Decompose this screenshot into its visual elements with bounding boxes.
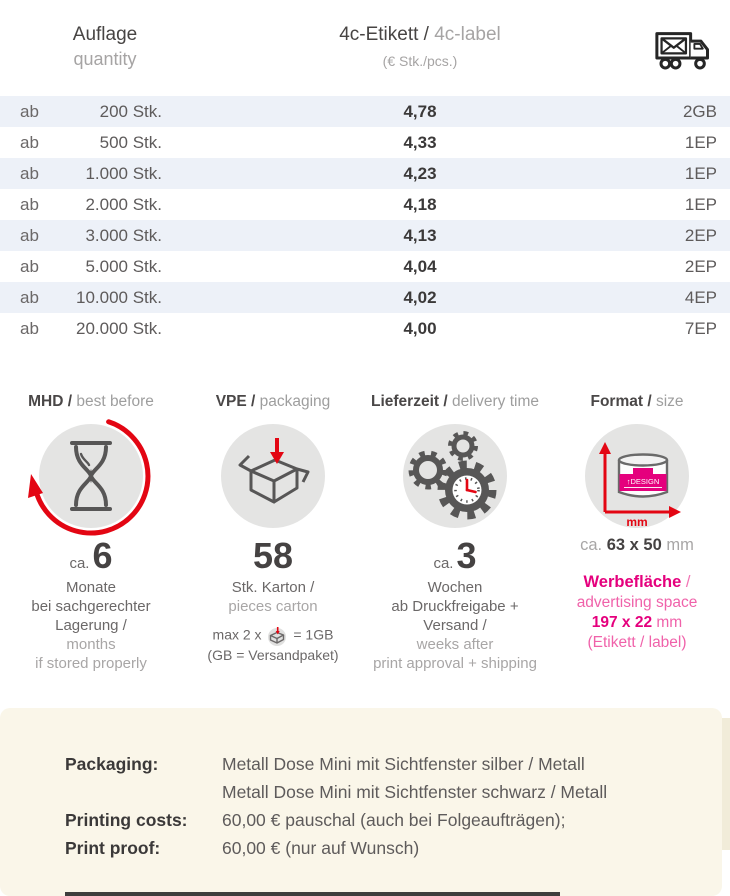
row-shipping-code: 1EP <box>684 195 717 214</box>
mm-axis-label: mm <box>626 515 648 529</box>
row-shipping-code: 4EP <box>684 288 717 307</box>
format-title-en: size <box>651 393 684 410</box>
price-table <box>0 0 730 344</box>
delivery-line-de-2: ab Druckfreigabe + Versand / <box>391 598 519 634</box>
price-table-rows <box>0 96 730 344</box>
row-shipping-code: 7EP <box>684 319 717 338</box>
quantity-header-de: Auflage <box>72 24 138 45</box>
row-price: 4,33 <box>403 133 437 152</box>
row-quantity: 5.000 Stk. <box>85 257 162 276</box>
row-prefix: ab <box>20 102 39 121</box>
ad-title-de: Werbefläche <box>583 573 686 591</box>
info-column-delivery <box>364 392 546 673</box>
label-header-de: 4c-Etikett / <box>339 24 429 45</box>
detail-row-packaging <box>65 750 722 806</box>
delivery-value: 3 <box>456 535 477 576</box>
packaging-value-1: Metall Dose Mini mit Sichtfenster silber / Metall <box>222 754 585 774</box>
info-column-format <box>546 392 728 673</box>
delivery-title-de: Lieferzeit / <box>371 393 448 410</box>
row-shipping-code: 1EP <box>684 133 717 152</box>
table-row <box>0 96 730 127</box>
vpe-note-prefix: max 2 x <box>212 626 262 643</box>
hourglass-icon <box>39 424 143 528</box>
delivery-line-en-1: weeks after <box>416 636 494 653</box>
row-quantity: 3.000 Stk. <box>85 226 162 245</box>
row-shipping-code: 2EP <box>684 226 717 245</box>
table-row <box>0 158 730 189</box>
size-value: 63 x 50 <box>606 536 662 554</box>
row-prefix: ab <box>20 319 39 338</box>
format-title-de: Format / <box>590 393 652 410</box>
ad-title-slash: / <box>685 573 691 591</box>
vpe-note-line2: (GB = Versandpaket) <box>207 647 339 663</box>
table-row <box>0 282 730 313</box>
row-quantity: 10.000 Stk. <box>75 288 162 307</box>
price-table-header <box>0 0 730 96</box>
mhd-line-de-1: Monate <box>65 579 117 596</box>
mhd-ca: ca. <box>69 555 90 572</box>
quantity-header-en: quantity <box>73 49 137 69</box>
row-quantity: 20.000 Stk. <box>75 319 162 338</box>
red-cycle-arrow-icon <box>27 412 155 540</box>
mhd-value: 6 <box>92 535 113 576</box>
vpe-line-en: pieces carton <box>228 598 318 615</box>
ad-size-unit: mm <box>652 614 683 631</box>
vpe-note-suffix: = 1GB <box>293 626 334 643</box>
vpe-value: 58 <box>252 535 294 576</box>
row-prefix: ab <box>20 133 39 152</box>
delivery-line-en-2: print approval + shipping <box>373 655 537 672</box>
design-label-text: ↑DESIGN <box>626 477 660 486</box>
table-row <box>0 313 730 344</box>
detail-row-print-proof <box>65 834 722 862</box>
row-quantity: 2.000 Stk. <box>85 195 162 214</box>
label-header-en: 4c-label <box>428 24 501 45</box>
print-proof-label: Print proof: <box>65 838 161 858</box>
printing-costs-label: Printing costs: <box>65 810 188 830</box>
ad-size-value: 197 x 22 <box>591 614 653 631</box>
table-row <box>0 189 730 220</box>
info-column-vpe <box>182 392 364 673</box>
row-quantity: 500 Stk. <box>99 133 162 152</box>
row-price: 4,04 <box>403 257 437 276</box>
delivery-title-en: delivery time <box>447 393 539 410</box>
row-prefix: ab <box>20 195 39 214</box>
mhd-title-de: MHD / <box>28 393 73 410</box>
vpe-line-de: Stk. Karton / <box>231 579 315 596</box>
delivery-ca: ca. <box>433 555 454 572</box>
row-prefix: ab <box>20 257 39 276</box>
row-price: 4,02 <box>403 288 437 307</box>
table-row <box>0 220 730 251</box>
label-header-unit: (€ Stk./pcs.) <box>382 53 458 69</box>
row-price: 4,13 <box>403 226 437 245</box>
mhd-line-en-2: if stored properly <box>35 655 147 672</box>
info-column-mhd <box>0 392 182 673</box>
size-unit: mm <box>661 536 694 554</box>
row-price: 4,78 <box>403 102 437 121</box>
packaging-value-2: Metall Dose Mini mit Sichtfenster schwarz / Metall <box>222 782 608 802</box>
table-row <box>0 251 730 282</box>
gears-clock-icon <box>403 424 507 528</box>
row-shipping-code: 2EP <box>684 257 717 276</box>
row-prefix: ab <box>20 288 39 307</box>
info-section <box>0 392 730 673</box>
row-quantity: 1.000 Stk. <box>85 164 162 183</box>
detail-row-printing-costs <box>65 806 722 834</box>
packaging-box-icon <box>221 424 325 528</box>
ad-note: (Etikett / label) <box>587 634 687 651</box>
bottom-divider-bar <box>65 892 560 896</box>
mail-truck-icon <box>654 28 716 73</box>
mhd-title-en: best before <box>72 393 154 410</box>
table-row <box>0 127 730 158</box>
delivery-line-de-1: Wochen <box>427 579 483 596</box>
page-edge-fragment <box>722 718 730 850</box>
tin-size-icon <box>585 424 689 528</box>
size-prefix: ca. <box>580 536 607 554</box>
mhd-line-de-2: bei sachgerechter Lagerung / <box>31 598 151 634</box>
printing-costs-value: 60,00 € pauschal (auch bei Folgeaufträgen); <box>222 810 566 830</box>
row-price: 4,23 <box>403 164 437 183</box>
row-shipping-code: 2GB <box>682 102 717 121</box>
row-shipping-code: 1EP <box>684 164 717 183</box>
details-box <box>0 708 722 896</box>
row-prefix: ab <box>20 226 39 245</box>
row-prefix: ab <box>20 164 39 183</box>
vpe-title-en: packaging <box>255 393 331 410</box>
packaging-label: Packaging: <box>65 754 159 774</box>
mini-parcel-icon <box>266 625 288 647</box>
column-header-quantity <box>30 24 180 70</box>
vpe-note <box>182 625 364 664</box>
ad-title-en: advertising space <box>576 594 698 611</box>
format-size-line <box>546 534 728 556</box>
row-quantity: 200 Stk. <box>99 102 162 121</box>
print-proof-value: 60,00 € (nur auf Wunsch) <box>222 838 420 858</box>
row-price: 4,18 <box>403 195 437 214</box>
advertising-space-block <box>546 572 728 653</box>
mhd-line-en-1: months <box>66 636 116 653</box>
vpe-title-de: VPE / <box>215 393 256 410</box>
row-price: 4,00 <box>403 319 437 338</box>
column-header-label <box>250 24 590 69</box>
